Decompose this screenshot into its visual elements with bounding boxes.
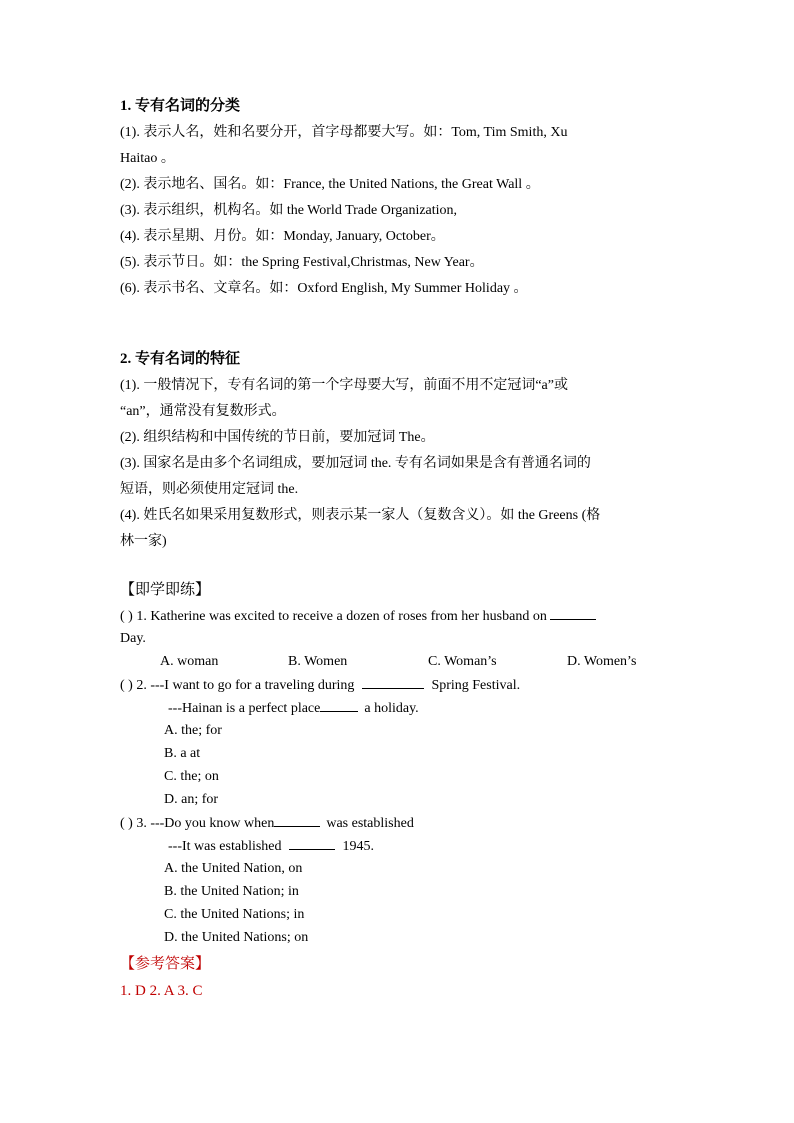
question-1-stem: ( ) 1. Katherine was excited to receive a dozen of roses from her husband on	[120, 609, 547, 624]
question-2-stem-b-end: a holiday.	[364, 701, 419, 716]
question-3-stem-b-end: 1945.	[342, 839, 375, 854]
q1-option-b: B. Women	[288, 654, 348, 669]
answers-heading: 【参考答案】	[120, 956, 211, 972]
question-2-blank-2	[320, 699, 358, 712]
q2-option-b: B. a at	[164, 746, 201, 761]
q3-option-a: A. the United Nation, on	[164, 861, 303, 876]
q1-option-d: D. Women’s	[567, 654, 637, 669]
section2-item-1: (1). 一般情况下，专有名词的第一个字母要大写，前面不用不定冠词“a”或	[120, 378, 568, 393]
q1-option-c: C. Woman’s	[428, 654, 497, 669]
section1-heading: 1. 专有名词的分类	[120, 98, 241, 114]
question-2-stem: ( ) 2. ---I want to go for a traveling during	[120, 678, 355, 693]
q1-option-a: A. woman	[160, 654, 219, 669]
q3-option-d: D. the United Nations; on	[164, 930, 309, 945]
section2-heading: 2. 专有名词的特征	[120, 351, 241, 367]
section2-item-4: (4). 姓氏名如果采用复数形式，则表示某一家人（复数含义）。如 the Greens (格	[120, 508, 601, 523]
section1-item-1: (1). 表示人名，姓和名要分开，首字母都要大写。如：Tom, Tim Smith, Xu	[120, 125, 568, 140]
question-3-stem-b: ---It was established	[168, 839, 282, 854]
q2-option-d: D. an; for	[164, 792, 219, 807]
section1-item-2: (2). 表示地名、国名。如：France, the United Nations, the Great Wall 。	[120, 177, 540, 192]
question-3-stem-end: was established	[326, 816, 414, 831]
question-2-blank-1	[362, 676, 424, 689]
question-3	[120, 814, 414, 833]
section1-item-1-cont: Haitao 。	[120, 151, 175, 166]
q2-option-a: A. the; for	[164, 723, 222, 738]
q2-option-c: C. the; on	[164, 769, 219, 784]
section2-item-3: (3). 国家名是由多个名词组成，要加冠词 the. 专有名词如果是含有普通名词的	[120, 456, 591, 471]
q3-option-b: B. the United Nation; in	[164, 884, 299, 899]
question-1-blank	[550, 607, 596, 620]
question-3-blank-1	[274, 814, 320, 827]
section1-item-4: (4). 表示星期、月份。如：Monday, January, October。	[120, 229, 445, 244]
question-2-stem-end: Spring Festival.	[431, 678, 521, 693]
question-3-stem: ( ) 3. ---Do you know when	[120, 816, 275, 831]
section1-item-3: (3). 表示组织，机构名。如 the World Trade Organization,	[120, 203, 458, 218]
question-3-blank-2	[289, 837, 335, 850]
practice-heading: 【即学即练】	[120, 582, 211, 598]
question-3-line-2	[168, 837, 374, 856]
question-2-stem-b: ---Hainan is a perfect place	[168, 701, 321, 716]
section2-item-2: (2). 组织结构和中国传统的节日前，要加冠词 The。	[120, 430, 435, 445]
section1-item-5: (5). 表示节日。如：the Spring Festival,Christmas, New Year。	[120, 255, 484, 270]
section2-item-3-cont: 短语，则必须使用定冠词 the.	[120, 482, 299, 497]
question-1-stem-cont: Day.	[120, 631, 146, 646]
question-2	[120, 676, 520, 695]
question-1	[120, 607, 596, 626]
question-2-line-2	[168, 699, 419, 718]
section2-item-4-cont: 林一家)	[120, 534, 167, 549]
q3-option-c: C. the United Nations; in	[164, 907, 305, 922]
section1-item-6: (6). 表示书名、文章名。如：Oxford English, My Summer Holiday 。	[120, 281, 528, 296]
section2-item-1-cont: “an”，通常没有复数形式。	[120, 404, 286, 419]
answers-text: 1. D 2. A 3. C	[120, 983, 203, 999]
